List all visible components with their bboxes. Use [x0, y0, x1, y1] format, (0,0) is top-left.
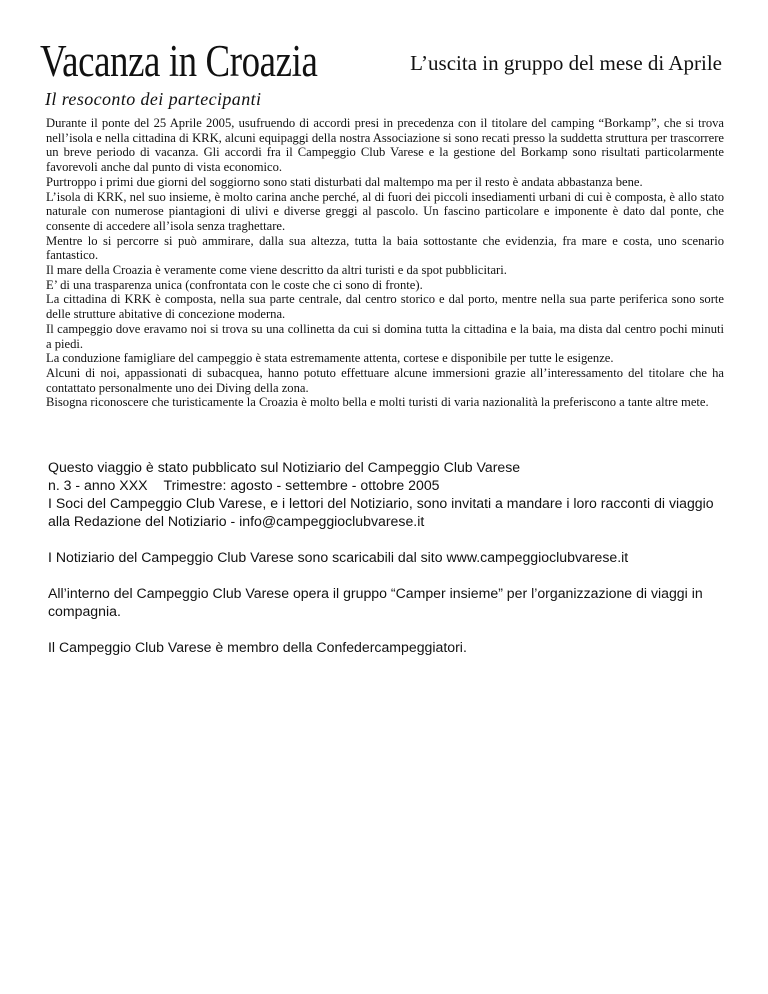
- submission-note: I Soci del Campeggio Club Varese, e i lettori del Notiziario, sono invitati a mandare i loro racconti di viaggio alla Redazione del Notiziario - info@campeggioclubvarese.it: [48, 495, 714, 530]
- header-subtitle: L’uscita in gruppo del mese di Aprile: [410, 51, 722, 75]
- article-paragraph: Purtroppo i primi due giorni del soggiorno sono stati disturbati dal maltempo ma per il resto è andata abbastanza bene.: [46, 174, 643, 189]
- article-paragraph: E’ di una trasparenza unica (confrontata con le coste che ci sono di fronte).: [46, 277, 423, 292]
- article-paragraph: Alcuni di noi, appassionati di subacquea, hanno potuto effettuare alcune immersioni grazie all’interessamento del titolare che ha contattato personalmente uno dei Diving della zona.: [46, 365, 724, 395]
- issue-quarter: Trimestre: agosto - settembre - ottobre 2005: [163, 477, 440, 494]
- article-paragraph: La conduzione famigliare del campeggio è stata estremamente attenta, cortese e disponibile per tutte le esigenze.: [46, 351, 614, 366]
- issue-line: [48, 476, 724, 494]
- document-page: [40, 32, 724, 656]
- header: [40, 32, 724, 86]
- article-paragraph: Mentre lo si percorre si può ammirare, dalla sua altezza, tutta la baia sottostante che evidenzia, fra mare e costa, uno scenario fantastico.: [46, 233, 724, 263]
- article-paragraph: Durante il ponte del 25 Aprile 2005, usufruendo di accordi presi in precedenza con il titolare del camping “Borkamp”, che si trova nell’isola e nella cittadina di KRK, alcuni equipaggi della nostra Associazione si sono recati presso la suddetta struttura per trascorrere un breve periodo di vacanza. Gli accordi fra il Campeggio Club Varese e la gestione del Borkamp sono risultati particolarmente favorevoli anche dal punto di vista economico.: [46, 116, 724, 175]
- article-paragraph: Bisogna riconoscere che turisticamente la Croazia è molto bella e molti turisti di varia nazionalità la preferiscono a tante altre mete.: [46, 395, 709, 410]
- page-title: Vacanza in Croazia: [40, 36, 318, 86]
- membership-note: Il Campeggio Club Varese è membro della Confedercampeggiatori.: [48, 639, 467, 656]
- article-body: [46, 116, 724, 410]
- publication-footer: [48, 458, 724, 656]
- article-paragraph: Il campeggio dove eravamo noi si trova su una collinetta da cui si domina tutta la cittadina e la baia, ma dista dal centro pochi minuti a piedi.: [46, 321, 724, 351]
- publication-note: Questo viaggio è stato pubblicato sul Notiziario del Campeggio Club Varese: [48, 459, 521, 476]
- article-paragraph: Il mare della Croazia è veramente come viene descritto da altri turisti e da spot pubblicitari.: [46, 263, 507, 278]
- issue-number: n. 3 - anno XXX: [48, 477, 148, 494]
- download-note: I Notiziario del Campeggio Club Varese sono scaricabili dal sito www.campeggioclubvarese.it: [48, 549, 629, 566]
- article-paragraph: La cittadina di KRK è composta, nella sua parte centrale, dal centro storico e dal porto, mentre nella sua parte periferica sono sorte delle strutture abitative di concezione moderna.: [46, 292, 724, 322]
- group-note: All’interno del Campeggio Club Varese opera il gruppo “Camper insieme” per l’organizzazione di viaggi in compagnia.: [48, 585, 703, 620]
- article-paragraph: L’isola di KRK, nel suo insieme, è molto carina anche perché, al di fuori dei piccoli insediamenti urbani di cui è composta, è allo stato naturale con numerose piantagioni di ulivi e diverse greggi al pascolo. Un fascino particolare e imponente è dato dal ponte, che consente di accedere all’isola senza traghettare.: [46, 189, 724, 233]
- section-subtitle: Il resoconto dei partecipanti: [45, 89, 262, 109]
